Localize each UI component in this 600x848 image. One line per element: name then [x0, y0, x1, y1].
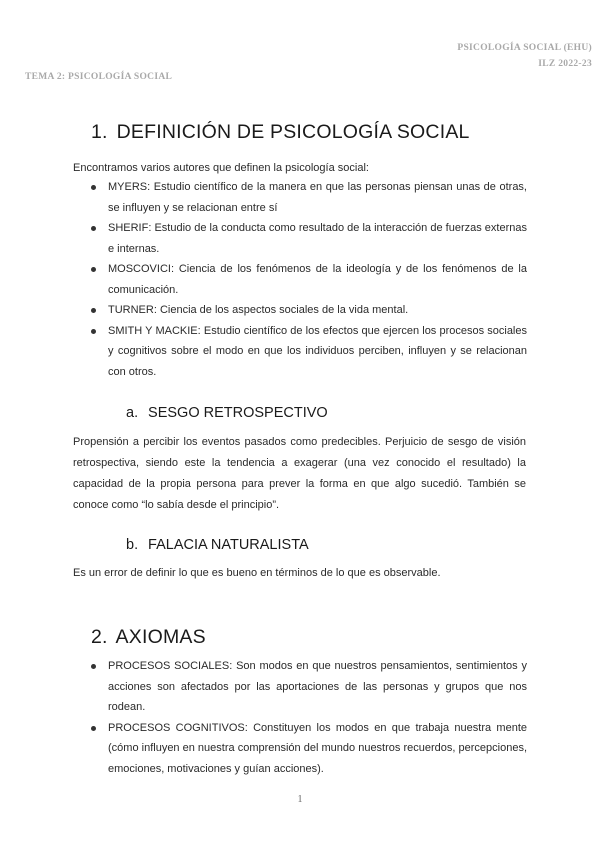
list-item-text: PROCESOS SOCIALES: Son modos en que nuestros pensamientos, sentimientos y acciones son afectados por las aportaciones de las personas y grupos que nos rodean.	[108, 660, 527, 713]
section-2-title: AXIOMAS	[115, 626, 206, 648]
list-item	[91, 218, 527, 259]
subsection-a-text: Propensión a percibir los eventos pasados como predecibles. Perjuicio de sesgo de visión retrospectiva, siendo este la tendencia a exagerar (una vez conocido el resultado) la capacidad de la propia persona para prever la forma en que algo sucedió. También se conoce como “lo sabía desde el principio”.	[73, 436, 526, 511]
list-item	[91, 300, 527, 321]
bullet-icon	[91, 267, 96, 272]
subsection-a-title: SESGO RETROSPECTIVO	[148, 405, 328, 421]
axioms-list	[91, 656, 527, 779]
section-2-number: 2.	[91, 626, 108, 648]
subsection-b-title: FALACIA NATURALISTA	[148, 537, 309, 553]
list-item	[91, 718, 527, 780]
authors-list	[91, 177, 527, 382]
subsection-b-number: b.	[126, 537, 139, 553]
course-title: PSICOLOGÍA SOCIAL (EHU)	[457, 43, 592, 53]
bullet-icon	[91, 664, 96, 669]
bullet-icon	[91, 308, 96, 313]
section-1-number: 1.	[91, 121, 108, 143]
section-2-heading	[91, 626, 206, 649]
page-number: 1	[297, 794, 303, 805]
bullet-icon	[91, 226, 96, 231]
list-item	[91, 177, 527, 218]
bullet-icon	[91, 329, 96, 334]
list-item	[91, 321, 527, 383]
subsection-b-text: Es un error de definir lo que es bueno en términos de lo que es observable.	[73, 567, 441, 579]
subsection-b-heading	[126, 537, 309, 553]
list-item-text: MYERS: Estudio científico de la manera en que las personas piensan unas de otras, se influyen y se relacionan entre sí	[108, 181, 527, 214]
list-item-text: SMITH Y MACKIE: Estudio científico de los efectos que ejercen los procesos sociales y cognitivos sobre el modo en que los individuos perciben, influyen y se relacionan con otros.	[108, 324, 527, 378]
list-item-text: TURNER: Ciencia de los aspectos sociales de la vida mental.	[108, 304, 409, 316]
list-item-text: PROCESOS COGNITIVOS: Constituyen los modos en que trabaja nuestra mente (cómo influyen en nuestra comprensión del mundo nuestros recuerdos, percepciones, emociones, motivaciones y guían acciones).	[108, 721, 527, 775]
section-1-title: DEFINICIÓN DE PSICOLOGÍA SOCIAL	[116, 121, 470, 143]
course-year: ILZ 2022-23	[538, 59, 592, 69]
list-item	[91, 259, 527, 300]
list-item	[91, 656, 527, 718]
bullet-icon	[91, 726, 96, 731]
page-header-right	[457, 40, 592, 72]
topic-header: TEMA 2: PSICOLOGÍA SOCIAL	[25, 72, 173, 82]
subsection-a-heading	[126, 405, 328, 421]
list-item-text: MOSCOVICI: Ciencia de los fenómenos de la ideología y de los fenómenos de la comunicación.	[108, 263, 527, 296]
section-1-intro: Encontramos varios autores que definen la psicología social:	[73, 162, 369, 174]
list-item-text: SHERIF: Estudio de la conducta como resultado de la interacción de fuerzas externas e internas.	[108, 222, 527, 255]
section-1-heading	[91, 121, 470, 144]
bullet-icon	[91, 185, 96, 190]
subsection-a-number: a.	[126, 405, 139, 421]
